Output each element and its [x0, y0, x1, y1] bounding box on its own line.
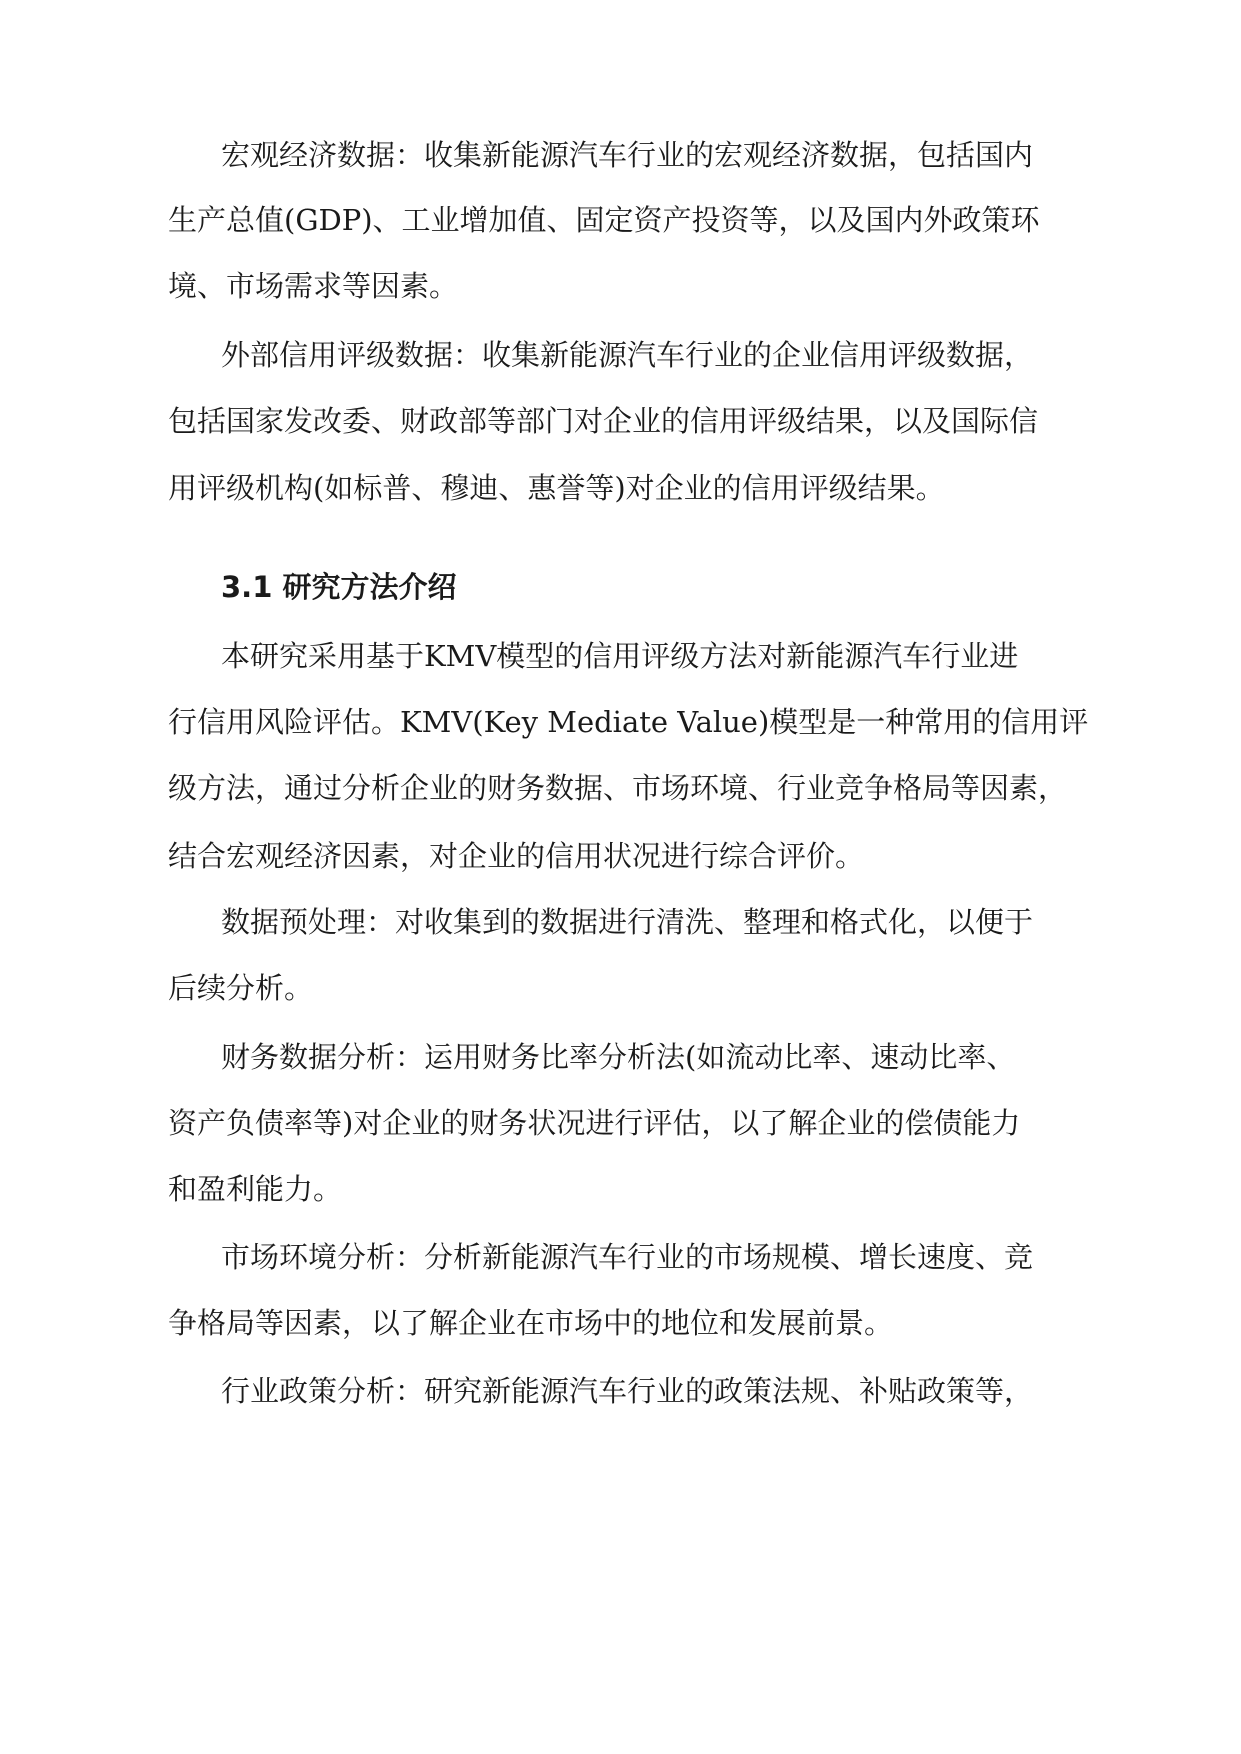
paragraph-line: 外部信用评级数据：收集新能源汽车行业的企业信用评级数据，	[221, 338, 1034, 372]
paragraph-line: 结合宏观经济因素，对企业的信用状况进行综合评价。	[168, 839, 865, 873]
paragraph-line: 资产负债率等)对企业的财务状况进行评估，以了解企业的偿债能力	[168, 1106, 1021, 1140]
paragraph-line: 市场环境分析：分析新能源汽车行业的市场规模、增长速度、竞	[221, 1240, 1034, 1274]
paragraph-line: 境、市场需求等因素。	[168, 269, 459, 303]
paragraph-line: 本研究采用基于KMV模型的信用评级方法对新能源汽车行业进	[221, 639, 1019, 673]
paragraph-line: 宏观经济数据：收集新能源汽车行业的宏观经济数据，包括国内	[221, 138, 1034, 172]
paragraph-line: 争格局等因素，以了解企业在市场中的地位和发展前景。	[168, 1306, 894, 1340]
section-heading: 3.1 研究方法介绍	[221, 570, 457, 604]
paragraph-line: 数据预处理：对收集到的数据进行清洗、整理和格式化，以便于	[221, 905, 1034, 939]
paragraph-line: 和盈利能力。	[168, 1172, 343, 1206]
paragraph-line: 用评级机构(如标普、穆迪、惠誉等)对企业的信用评级结果。	[168, 471, 945, 505]
paragraph-line: 生产总值(GDP)、工业增加值、固定资产投资等，以及国内外政策环	[168, 203, 1040, 237]
paragraph-line: 级方法，通过分析企业的财务数据、市场环境、行业竞争格局等因素，	[168, 771, 1068, 805]
paragraph-line: 后续分析。	[168, 971, 314, 1005]
paragraph-line: 财务数据分析：运用财务比率分析法(如流动比率、速动比率、	[221, 1040, 1016, 1074]
paragraph-line: 行业政策分析：研究新能源汽车行业的政策法规、补贴政策等，	[221, 1374, 1034, 1408]
paragraph-line: 包括国家发改委、财政部等部门对企业的信用评级结果，以及国际信	[168, 404, 1039, 438]
paragraph-line: 行信用风险评估。KMV(Key Mediate Value)模型是一种常用的信用评	[168, 705, 1089, 739]
